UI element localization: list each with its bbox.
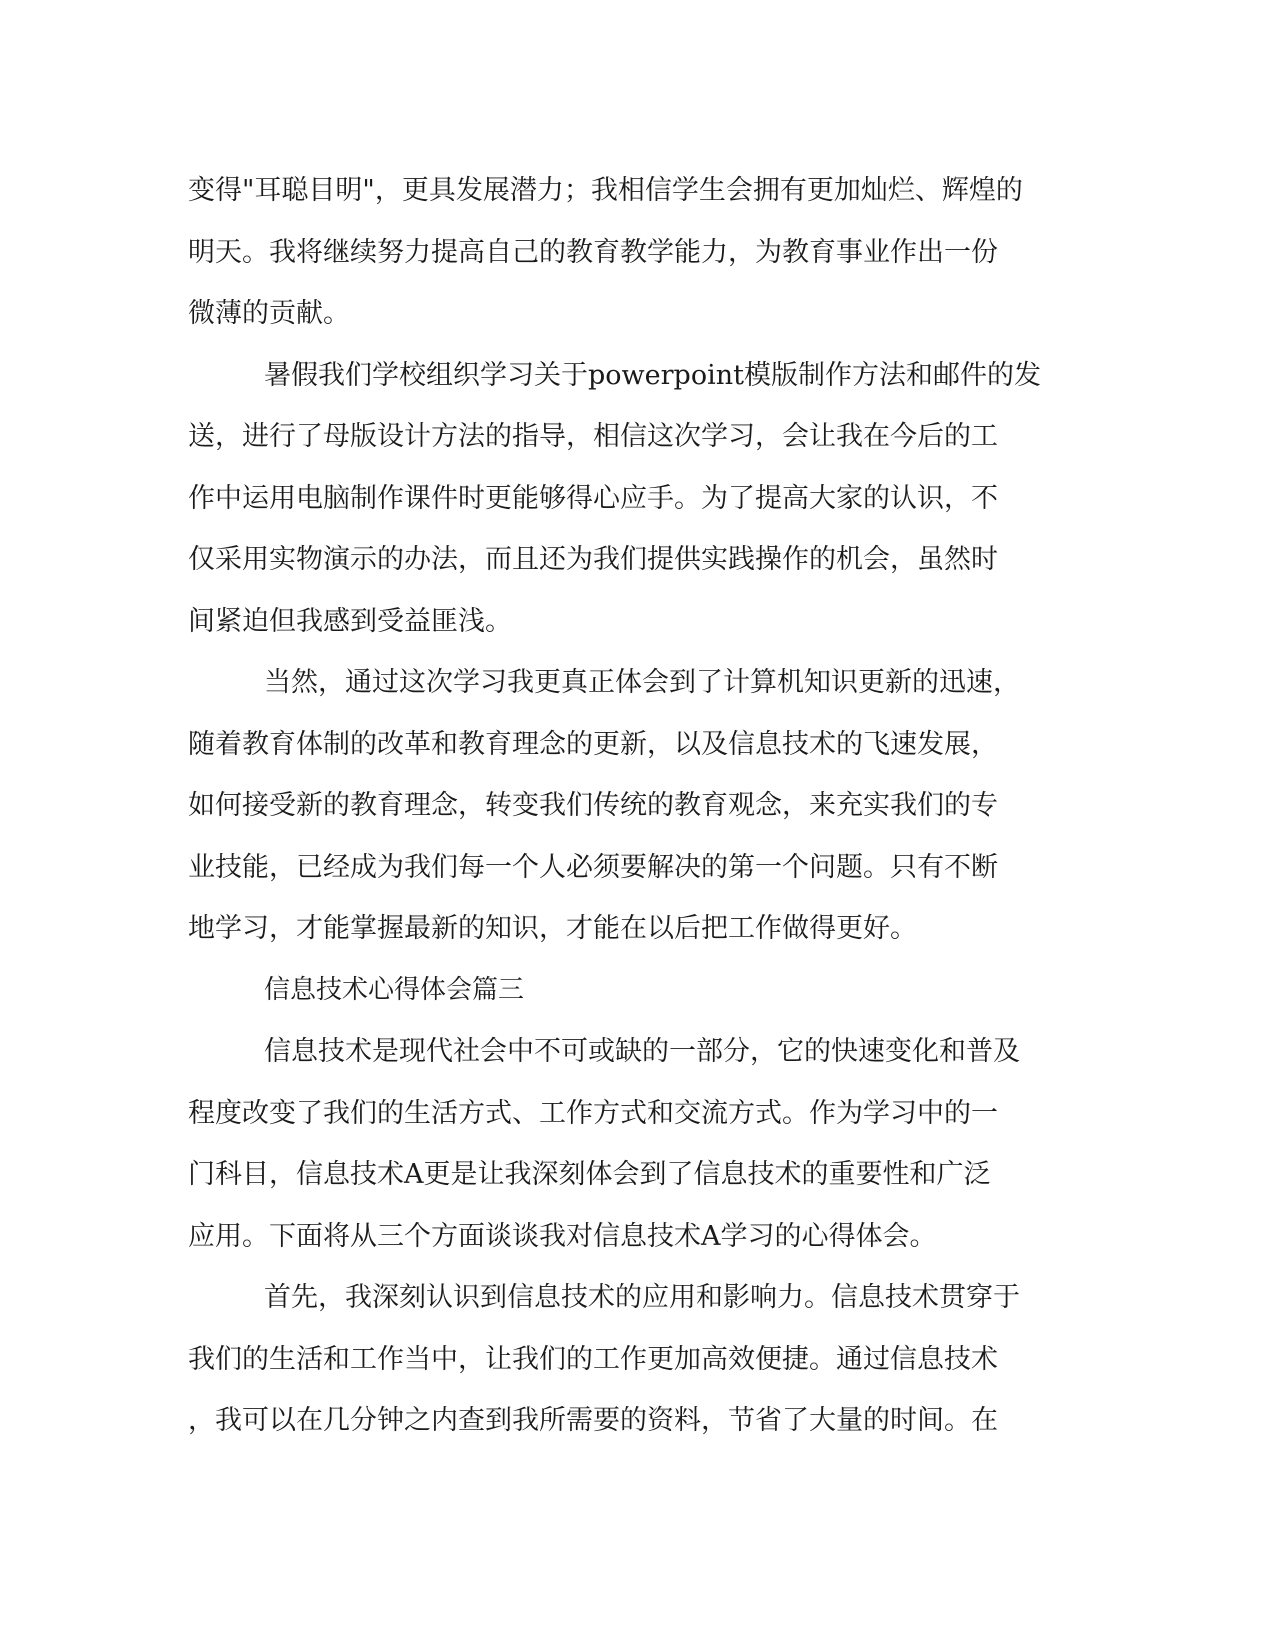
- section-heading: 信息技术心得体会篇三: [264, 974, 525, 1005]
- text-line: 首先，我深刻认识到信息技术的应用和影响力。信息技术贯穿于: [264, 1282, 1020, 1313]
- text-line: 信息技术是现代社会中不可或缺的一部分，它的快速变化和普及: [264, 1036, 1020, 1067]
- text-line: 门科目，信息技术A更是让我深刻体会到了信息技术的重要性和广泛: [188, 1159, 991, 1190]
- paragraph-5: [188, 1267, 1088, 1452]
- text-line: 变得"耳聪目明"，更具发展潜力；我相信学生会拥有更加灿烂、辉煌的: [188, 175, 1023, 206]
- paragraph-2: [188, 345, 1088, 653]
- text-line: 如何接受新的教育理念，转变我们传统的教育观念，来充实我们的专: [188, 790, 998, 821]
- paragraph-4: [188, 1021, 1088, 1267]
- paragraph-1: [188, 160, 1088, 345]
- text-line: 业技能，已经成为我们每一个人必须要解决的第一个问题。只有不断: [188, 851, 998, 883]
- text-line: 地学习，才能掌握最新的知识，才能在以后把工作做得更好。: [188, 913, 917, 944]
- paragraph-3: [188, 652, 1088, 960]
- text-line: ，我可以在几分钟之内查到我所需要的资料，节省了大量的时间。在: [188, 1405, 998, 1436]
- text-line: 随着教育体制的改革和教育理念的更新，以及信息技术的飞速发展，: [188, 728, 998, 760]
- text-line: 程度改变了我们的生活方式、工作方式和交流方式。作为学习中的一: [188, 1097, 998, 1129]
- text-line: 暑假我们学校组织学习关于powerpoint模版制作方法和邮件的发: [264, 359, 1041, 391]
- text-line: 微薄的贡献。: [188, 298, 350, 329]
- text-line: 间紧迫但我感到受益匪浅。: [188, 605, 512, 637]
- text-line: 仅采用实物演示的办法，而且还为我们提供实践操作的机会，虽然时: [188, 544, 998, 575]
- text-line: 我们的生活和工作当中，让我们的工作更加高效便捷。通过信息技术: [188, 1343, 998, 1375]
- text-line: 送，进行了母版设计方法的指导，相信这次学习，会让我在今后的工: [188, 421, 998, 452]
- document-body: [188, 160, 1088, 1452]
- text-line: 明天。我将继续努力提高自己的教育教学能力，为教育事业作出一份: [188, 236, 998, 268]
- text-line: 应用。下面将从三个方面谈谈我对信息技术A学习的心得体会。: [188, 1220, 937, 1252]
- text-line: 作中运用电脑制作课件时更能够得心应手。为了提高大家的认识，不: [188, 482, 998, 514]
- text-line: 当然，通过这次学习我更真正体会到了计算机知识更新的迅速，: [264, 667, 1020, 698]
